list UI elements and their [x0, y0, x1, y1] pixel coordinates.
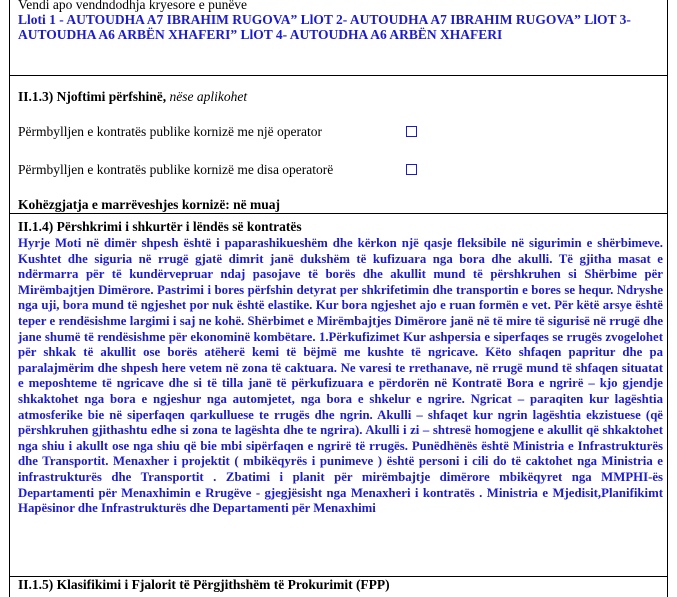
- framework-duration-label: Kohëzgjatja e marrëveshjes kornizë: në muaj: [18, 197, 281, 212]
- checkbox-icon[interactable]: [406, 126, 417, 137]
- option-single-operator-label: Përmbylljen e kontratës publike kornizë me një operator: [18, 124, 323, 139]
- place-of-works-label: Vendi apo vendndodhja kryesore e punëve: [18, 0, 248, 12]
- section-113-heading: [18, 89, 247, 104]
- section-115-cell: [9, 577, 668, 597]
- section-115-title: II.1.5) Klasifikimi i Fjalorit të Përgjithshëm të Prokurimit (FPP): [18, 577, 390, 592]
- lots-list: Lloti 1 - AUTOUDHA A7 IBRAHIM RUGOVA” LlOT 2- AUTOUDHA A7 IBRAHIM RUGOVA” LlOT 3- AUTOUDHA A6 ARBËN XHAFERI” LlOT 4- AUTOUDHA A6 ARBËN XHAFERI: [18, 12, 631, 42]
- section-114-cell: [9, 214, 668, 577]
- section-113-note: nëse aplikohet: [169, 89, 248, 104]
- checkbox-icon[interactable]: [406, 164, 417, 175]
- section-113-title: II.1.3) Njoftimi përfshinë,: [18, 89, 167, 104]
- place-of-works-cell: [9, 0, 668, 76]
- section-113-cell: [9, 76, 668, 214]
- contract-description: Hyrje Moti në dimër shpesh është i paparashikueshëm dhe kërkon një qasje fleksibile në sigurimin e shërbimeve. Kushtet dhe siguria në rrugë gjatë dimrit janë dukshëm të kufizuara nga bora dhe akulli. Të gjitha masat e ndërmarra për të kundërvepruar ndaj pasojave të borës dhe akullit mund të përshkruhen si Shërbime për Mirëmbajtjen Dimërore. Pastrimi i bores përfshin detyrat per shkrifetimin dhe transportin e bores se hequr. Ndryshe nga uji, bora mund të ngjeshet por nuk është elastike. Kur bora ngjeshet ajo e ruan formën e vet. Për këtë arsye është teper e rendësishme largimi i saj ne kohë. Shërbimet e Mirëmbajtjes Dimërore janë në të mire të sigurisë në rrugë dhe jane shumë të rendësishme për ekonominë kombëtare. 1.Përkufizimet Kur ashpersia e siperfaqes se rrugës zvogelohet për shkak të akullit ose borës atëherë kemi të bëjmë me kushte të ngricave. Këto shfaqen papritur dhe pa paralajmërim dhe shpesh here vetem në zona të caktuara. Ne varesi te rrethanave, në rrugë mund të shfaqen situatat e meposhteme të ngricave dhe si të tilla janë të përkufizuara e përdorën në Kontratë Bora e ngrirë – kjo gjendje shkaktohet nga bora e ngjeshur nga automjetet, nga bora e shkelur e ngrire. Ngricat – paraqiten kur lagështia atmosferike bie në siperfaqen qarkulluese te rrugës dhe ngrin. Akulli – shfaqet kur ngrin lagështia ekzistuese (që përshkruhen gjithashtu edhe si zona te lagështa dhe te ngrira). Akulli i zi – shtresë homogjene e akullit që shkaktohet nga shiu i akullt ose nga shiu që bie mbi sipërfaqen e ngrirë të rrugës. Punëdhënës është Ministria e Infrastrukturës dhe Transportit. Menaxher i projektit ( mbikëqyrës i punimeve ) është personi i cili do të caktohet nga Ministria e infrastrukturës dhe Transportit . Zbatimi i planit për mirëmbajtje dimërore mbikëqyret nga MMPHI-ës Departamenti për Menaxhimin e Rrugëve - gjegjësisht nga Menaxheri i kontratës . Ministria e Mjedisit,Planifikimt Hapësinor dhe Infrastrukturës dhe Departamenti për Menaxhimi: [18, 236, 663, 516]
- section-114-title: II.1.4) Përshkrimi i shkurtër i lëndës së kontratës: [18, 219, 302, 234]
- document-page: [9, 0, 668, 590]
- option-multiple-operators-label: Përmbylljen e kontratës publike kornizë me disa operatorë: [18, 162, 334, 177]
